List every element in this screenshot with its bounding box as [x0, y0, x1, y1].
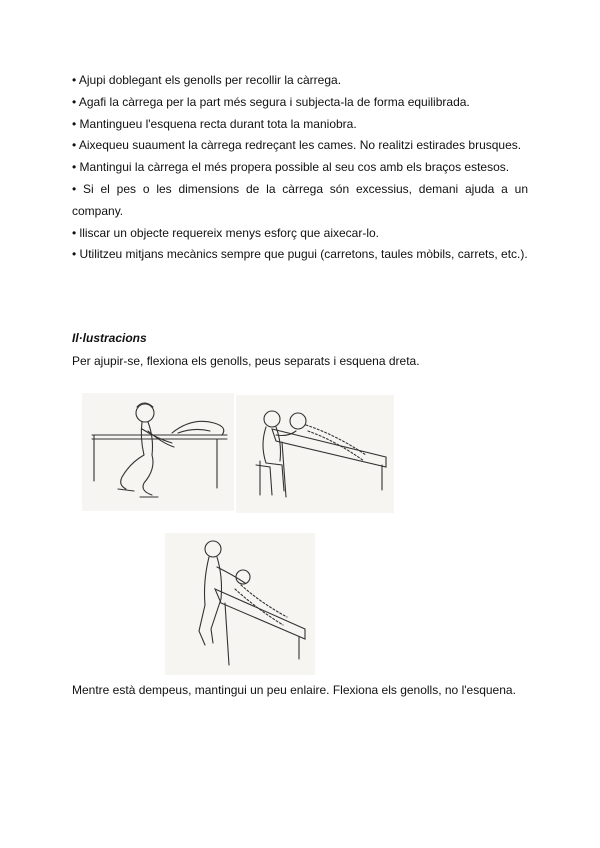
- intro-text: Per ajupir-se, flexiona els genolls, peus separats i esquena dreta.: [72, 354, 420, 368]
- illustration-lifting-patient: [165, 533, 315, 675]
- bullet-item: • lliscar un objecte requereix menys esforç que aixecar-lo.: [72, 225, 380, 240]
- bullet-item: • Ajupi doblegant els genolls per recollir la càrrega.: [72, 73, 342, 87]
- closing-text: Mentre està dempeus, mantingui un peu enlaire. Flexiona els genolls, no l'esquena.: [72, 683, 516, 697]
- section-heading: Il·lustracions: [72, 331, 147, 345]
- bullet-item: • Mantingueu l'esquena recta durant tota la maniobra.: [72, 116, 357, 131]
- bullet-item: • Mantingui la càrrega el més propera possible al seu cos amb els braços estesos.: [72, 160, 510, 175]
- safety-bullet-list: [72, 70, 528, 266]
- bullet-item: • Agafi la càrrega per la part més segura i subjecta-la de forma equilibrada.: [72, 94, 470, 109]
- bullet-item: • Si el pes o les dimensions de la càrrega són excessius, demani ajuda a un company.: [72, 181, 528, 218]
- bullet-item: • Utilitzeu mitjans mecànics sempre que pugui (carretons, taules mòbils, carrets, etc.).: [72, 247, 528, 262]
- illustration-crouching-at-bed: [82, 393, 234, 511]
- illustration-seated-beside-patient: [236, 395, 394, 513]
- bullet-item: • Aixequeu suaument la càrrega redreçant les cames. No realitzi estirades brusques.: [72, 138, 522, 153]
